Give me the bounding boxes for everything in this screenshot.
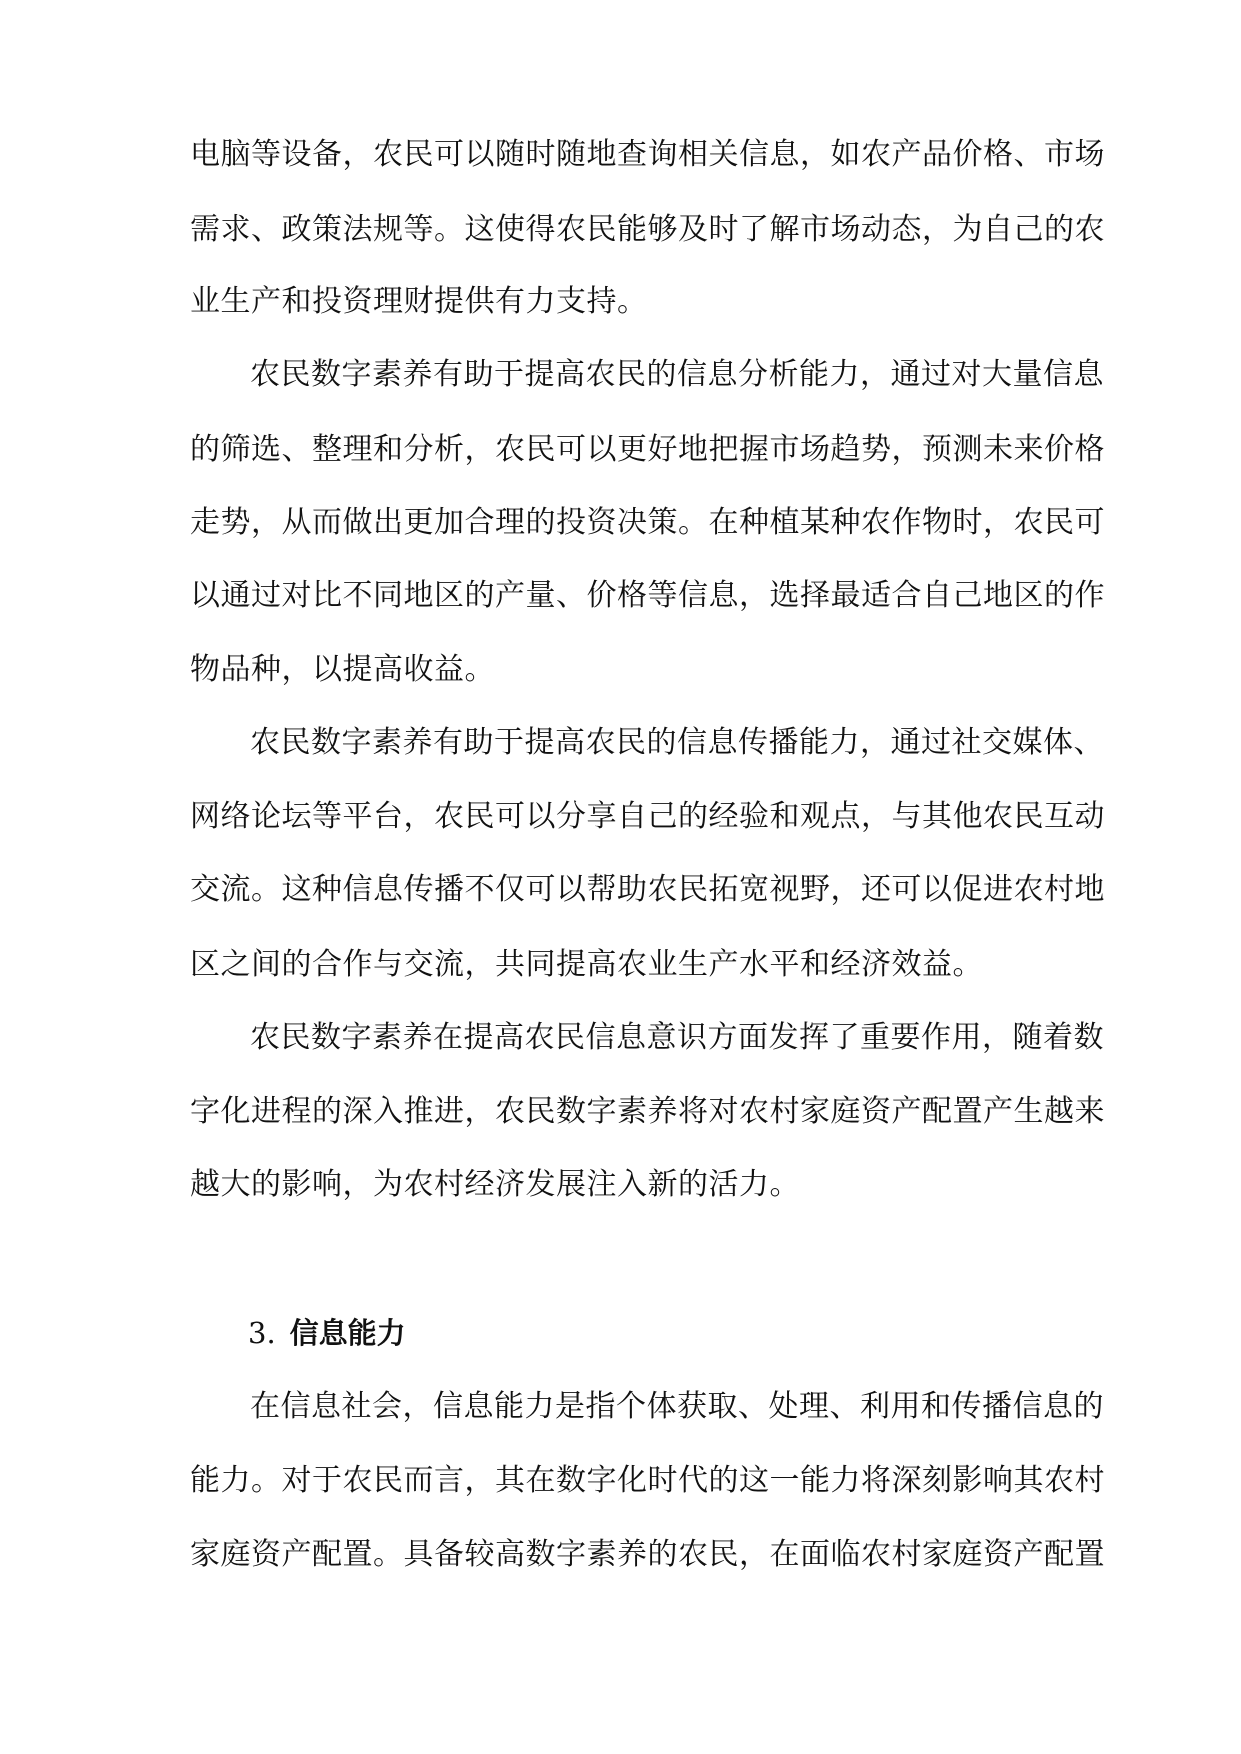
paragraph-4-line-1: 农民数字素养在提高农民信息意识方面发挥了重要作用，随着数	[250, 1020, 1104, 1055]
paragraph-4-line-3: 越大的影响，为农村经济发展注入新的活力。	[190, 1167, 800, 1202]
paragraph-2-line-2: 的筛选、整理和分析，农民可以更好地把握市场趋势，预测未来价格	[190, 432, 1105, 467]
section-paragraph-line-1: 在信息社会，信息能力是指个体获取、处理、利用和传播信息的	[250, 1389, 1104, 1424]
section-number: 3.	[248, 1316, 276, 1350]
paragraph-2-line-3: 走势，从而做出更加合理的投资决策。在种植某种农作物时，农民可	[190, 505, 1105, 540]
paragraph-3-line-4: 区之间的合作与交流，共同提高农业生产水平和经济效益。	[190, 947, 983, 982]
paragraph-3-line-1: 农民数字素养有助于提高农民的信息传播能力，通过社交媒体、	[250, 725, 1104, 760]
paragraph-1-line-1: 电脑等设备，农民可以随时随地查询相关信息，如农产品价格、市场	[190, 137, 1105, 172]
section-heading	[248, 1313, 406, 1353]
paragraph-4-line-2: 字化进程的深入推进，农民数字素养将对农村家庭资产配置产生越来	[190, 1094, 1105, 1129]
paragraph-2-line-5: 物品种，以提高收益。	[190, 652, 495, 687]
paragraph-1-line-2: 需求、政策法规等。这使得农民能够及时了解市场动态，为自己的农	[190, 212, 1105, 247]
paragraph-3-line-2: 网络论坛等平台，农民可以分享自己的经验和观点，与其他农民互动	[190, 799, 1105, 834]
section-title: 信息能力	[289, 1316, 406, 1350]
section-paragraph-line-2: 能力。对于农民而言，其在数字化时代的这一能力将深刻影响其农村	[190, 1463, 1105, 1498]
paragraph-1-line-3: 业生产和投资理财提供有力支持。	[190, 284, 648, 319]
paragraph-2-line-1: 农民数字素养有助于提高农民的信息分析能力，通过对大量信息	[250, 357, 1104, 392]
section-paragraph-line-3: 家庭资产配置。具备较高数字素养的农民，在面临农村家庭资产配置	[190, 1537, 1105, 1572]
paragraph-3-line-3: 交流。这种信息传播不仅可以帮助农民拓宽视野，还可以促进农村地	[190, 872, 1105, 907]
paragraph-2-line-4: 以通过对比不同地区的产量、价格等信息，选择最适合自己地区的作	[190, 578, 1105, 613]
